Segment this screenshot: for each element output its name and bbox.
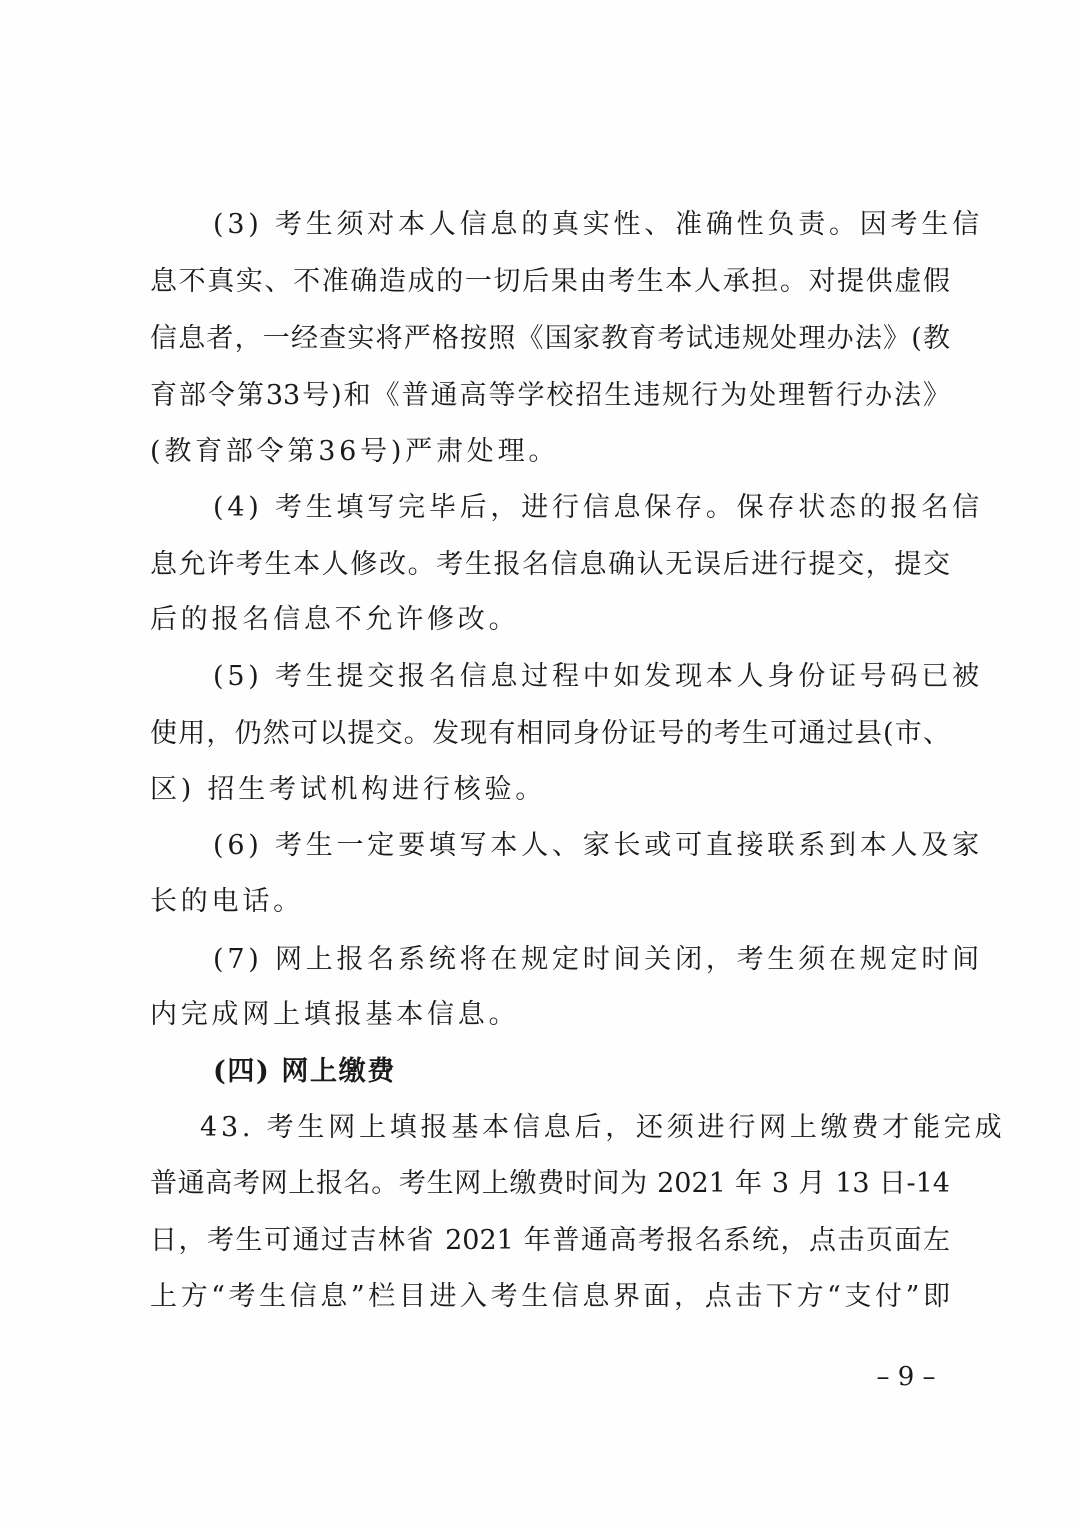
paragraph-6-line-2: 长的电话。 — [150, 886, 304, 917]
page-number: – 9 – — [876, 1362, 936, 1392]
paragraph-5-line-2: 使用，仍然可以提交。发现有相同身份证号的考生可通过县(市、 — [150, 718, 950, 749]
paragraph-6-line-1: (6) 考生一定要填写本人、家长或可直接联系到本人及家 — [213, 830, 983, 861]
paragraph-5-line-1: (5) 考生提交报名信息过程中如发现本人身份证号码已被 — [213, 661, 983, 692]
paragraph-43-line-2: 普通高考网上报名。考生网上缴费时间为 2021 年 3 月 13 日-14 — [150, 1168, 950, 1199]
paragraph-4-line-1: (4) 考生填写完毕后，进行信息保存。保存状态的报名信 — [213, 492, 983, 523]
paragraph-3-line-1: (3) 考生须对本人信息的真实性、准确性负责。因考生信 — [213, 209, 983, 240]
section-heading: (四) 网上缴费 — [213, 1056, 396, 1087]
paragraph-4-line-2: 息允许考生本人修改。考生报名信息确认无误后进行提交，提交 — [150, 549, 950, 580]
paragraph-43-line-1: 43. 考生网上填报基本信息后，还须进行网上缴费才能完成 — [200, 1112, 1006, 1143]
paragraph-7-line-1: (7) 网上报名系统将在规定时间关闭，考生须在规定时间 — [213, 944, 983, 975]
paragraph-43-line-3: 日，考生可通过吉林省 2021 年普通高考报名系统，点击页面左 — [150, 1225, 950, 1256]
paragraph-4-line-3: 后的报名信息不允许修改。 — [150, 604, 520, 635]
paragraph-3-line-3: 信息者，一经查实将严格按照《国家教育考试违规处理办法》(教 — [150, 323, 950, 354]
paragraph-3-line-2: 息不真实、不准确造成的一切后果由考生本人承担。对提供虚假 — [150, 266, 950, 297]
paragraph-5-line-3: 区) 招生考试机构进行核验。 — [150, 774, 547, 805]
paragraph-3-line-5: (教育部令第36号)严肃处理。 — [150, 436, 560, 467]
paragraph-3-line-4: 育部令第33号)和《普通高等学校招生违规行为处理暂行办法》 — [150, 380, 950, 411]
paragraph-43-line-4: 上方“考生信息”栏目进入考生信息界面，点击下方“支付”即 — [150, 1281, 950, 1312]
paragraph-7-line-2: 内完成网上填报基本信息。 — [150, 999, 520, 1030]
